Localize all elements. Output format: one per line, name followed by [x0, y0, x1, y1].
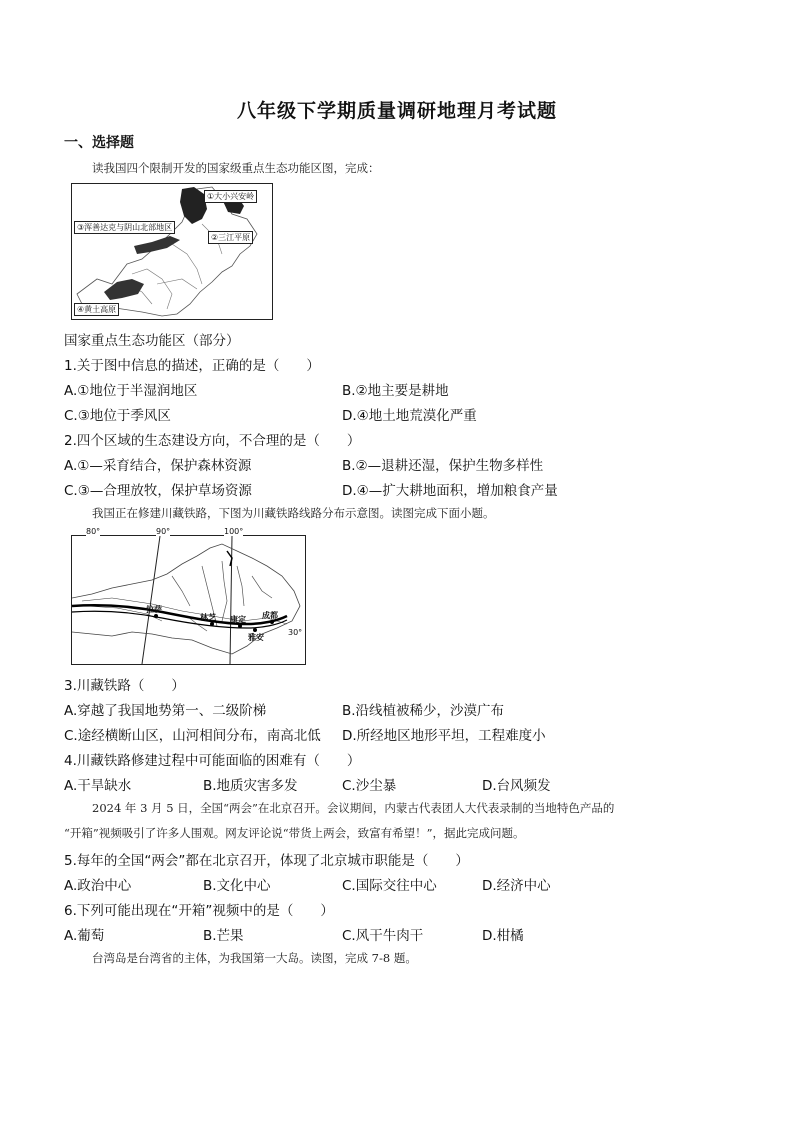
latitude-label-30: 30° [288, 628, 303, 637]
zone-label-3: ③浑善达克与阴山北部地区 [74, 221, 175, 234]
question-1-option-d[interactable]: D.④地土地荒漠化严重 [342, 408, 477, 424]
question-3-option-b[interactable]: B.沿线植被稀少，沙漠广布 [342, 703, 505, 719]
question-6-option-b[interactable]: B.芒果 [203, 928, 244, 944]
intro-text-3a: 2024 年 3 月 5 日，全国“两会”在北京召开。会议期间，内蒙古代表团人大代表录制的当地特色产品的 [92, 801, 615, 815]
city-label-chengdu: 成都 [262, 611, 278, 620]
question-5-option-b[interactable]: B.文化中心 [203, 878, 271, 894]
question-5-stem: 5.每年的全国“两会”都在北京召开，体现了北京城市职能是（ ） [64, 853, 469, 869]
question-4-option-d[interactable]: D.台风频发 [482, 778, 551, 794]
longitude-label-100: 100° [224, 527, 244, 536]
ecological-zones-map-drawing [72, 184, 272, 319]
question-2-option-d[interactable]: D.④—扩大耕地面积，增加粮食产量 [342, 483, 558, 499]
city-label-lhasa: 拉萨 [146, 605, 162, 614]
question-5-option-d[interactable]: D.经济中心 [482, 878, 551, 894]
question-1-option-c[interactable]: C.③地位于季风区 [64, 408, 171, 424]
question-3-option-a[interactable]: A.穿越了我国地势第一、二级阶梯 [64, 703, 267, 719]
map-caption: 国家重点生态功能区（部分） [64, 333, 240, 349]
zone-label-4: ④黄土高原 [74, 303, 119, 316]
question-4-option-c[interactable]: C.沙尘暴 [342, 778, 397, 794]
intro-text-3b: “开箱”视频吸引了许多人围观。网友评论说“带货上两会，致富有希望！”，据此完成问题。 [64, 826, 525, 840]
question-6-option-a[interactable]: A.葡萄 [64, 928, 105, 944]
page-title: 八年级下学期质量调研地理月考试题 [236, 100, 557, 122]
zone-label-1: ①大小兴安岭 [204, 190, 257, 203]
question-3-option-d[interactable]: D.所经地区地形平坦，工程难度小 [342, 728, 546, 744]
question-2-option-a[interactable]: A.①—采育结合，保护森林资源 [64, 458, 252, 474]
question-4-option-a[interactable]: A.干旱缺水 [64, 778, 132, 794]
question-2-option-b[interactable]: B.②—退耕还湿，保护生物多样性 [342, 458, 544, 474]
question-1-option-b[interactable]: B.②地主要是耕地 [342, 383, 449, 399]
question-4-option-b[interactable]: B.地质灾害多发 [203, 778, 298, 794]
longitude-label-80: 80° [86, 527, 101, 536]
question-3-stem: 3.川藏铁路（ ） [64, 678, 185, 694]
question-6-option-c[interactable]: C.风干牛肉干 [342, 928, 424, 944]
city-label-kangding: 康定 [230, 615, 246, 624]
intro-text-4: 台湾岛是台湾省的主体，为我国第一大岛。读图，完成 7-8 题。 [92, 951, 417, 965]
railway-map-drawing [72, 536, 305, 664]
question-2-option-c[interactable]: C.③—合理放牧，保护草场资源 [64, 483, 252, 499]
question-5-option-c[interactable]: C.国际交往中心 [342, 878, 437, 894]
question-1-option-a[interactable]: A.①地位于半湿润地区 [64, 383, 198, 399]
question-5-option-a[interactable]: A.政治中心 [64, 878, 132, 894]
city-label-yaan: 雅安 [248, 633, 264, 642]
question-4-stem: 4.川藏铁路修建过程中可能面临的困难有（ ） [64, 753, 361, 769]
question-2-stem: 2.四个区域的生态建设方向，不合理的是（ ） [64, 433, 361, 449]
question-1-stem: 1.关于图中信息的描述，正确的是（ ） [64, 358, 320, 374]
question-6-stem: 6.下列可能出现在“开箱”视频中的是（ ） [64, 903, 334, 919]
question-3-option-c[interactable]: C.途经横断山区，山河相间分布，南高北低 [64, 728, 321, 744]
railway-map [71, 527, 306, 665]
zone-label-2: ②三江平原 [208, 231, 253, 244]
intro-text-1: 读我国四个限制开发的国家级重点生态功能区图，完成： [92, 161, 380, 175]
intro-text-2: 我国正在修建川藏铁路，下图为川藏铁路线路分布示意图。读图完成下面小题。 [92, 506, 495, 520]
question-6-option-d[interactable]: D.柑橘 [482, 928, 524, 944]
city-label-nyingchi: 林芝 [200, 613, 216, 622]
ecological-zones-map [71, 183, 273, 320]
section-heading: 一、选择题 [64, 135, 134, 151]
longitude-label-90: 90° [156, 527, 171, 536]
